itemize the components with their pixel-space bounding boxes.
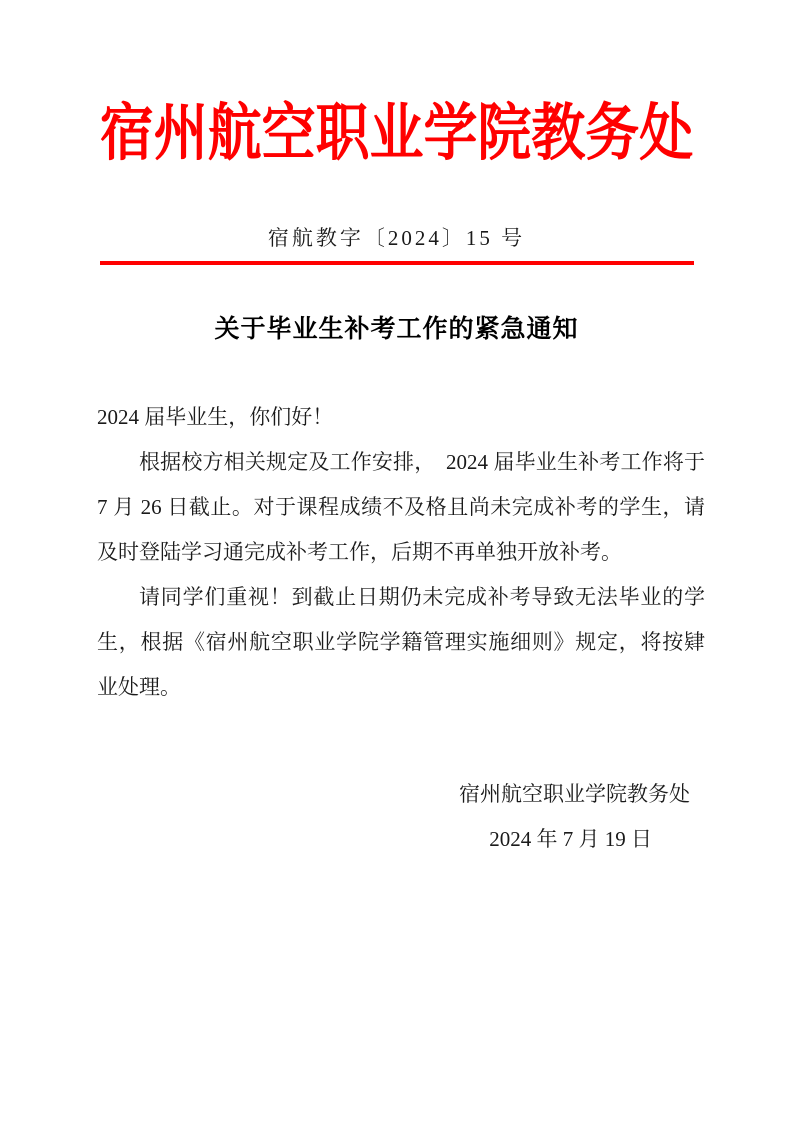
- paragraph-warning: 请同学们重视！到截止日期仍未完成补考导致无法毕业的学生，根据《宿州航空职业学院学籍管理实施细则》规定，将按肄业处理。: [97, 585, 705, 699]
- signature-org: 宿州航空职业学院教务处: [459, 782, 690, 806]
- document-number: 宿航教字〔2024〕15 号: [267, 226, 526, 250]
- signature-date: 2024 年 7 月 19 日: [489, 827, 652, 851]
- letterhead-org-title: 宿州航空职业学院教务处: [99, 100, 694, 168]
- notice-body: [0, 395, 793, 710]
- paragraph-deadline: 根据校方相关规定及工作安排， 2024 届毕业生补考工作将于 7 月 26 日截止。对于课程成绩不及格且尚未完成补考的学生，请及时登陆学习通完成补考工作，后期不再单独开放补考。: [97, 450, 705, 564]
- letterhead-divider-line: [100, 261, 694, 265]
- paragraph-greeting: 2024 届毕业生，你们好！: [97, 405, 334, 429]
- notice-title: 关于毕业生补考工作的紧急通知: [214, 316, 579, 343]
